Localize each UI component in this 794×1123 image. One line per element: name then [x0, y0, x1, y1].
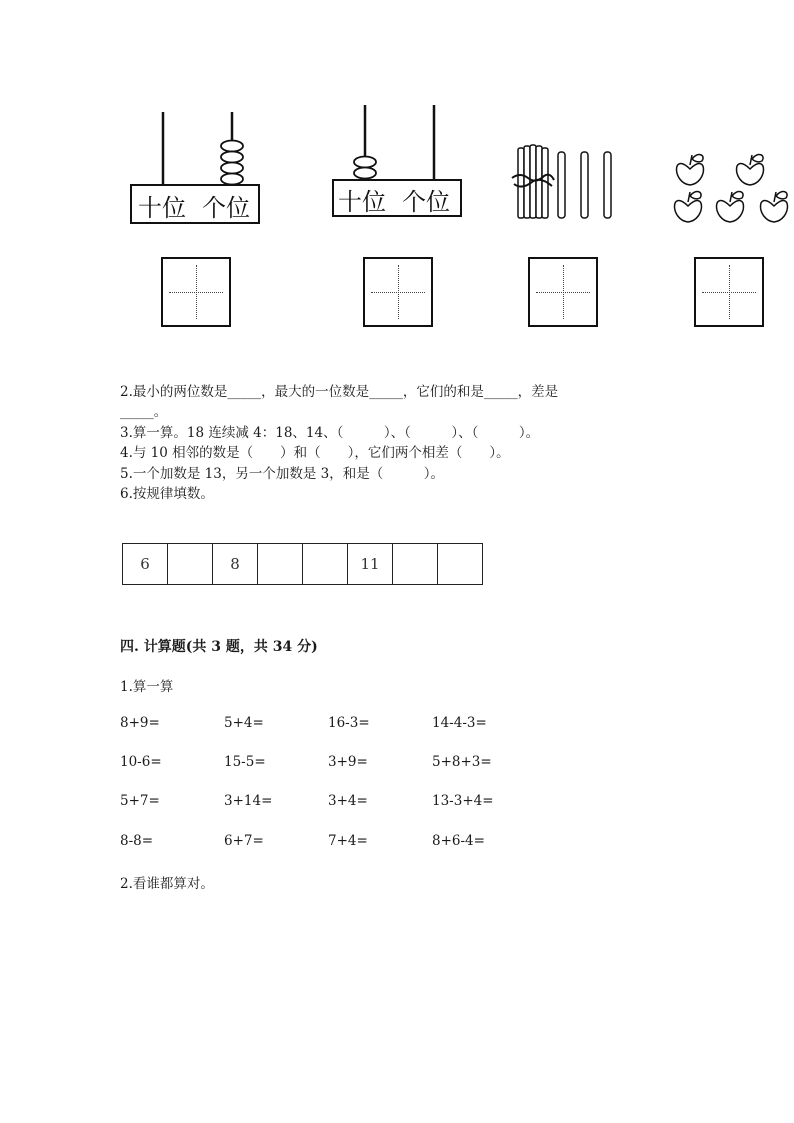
- calc-item: 5+7=: [120, 793, 160, 809]
- section-4-title: 四. 计算题(共 3 题，共 34 分): [120, 639, 318, 655]
- abacus-label-ones: 个位: [402, 188, 450, 216]
- sequence-cell[interactable]: [303, 544, 348, 584]
- sequence-cell: 8: [213, 544, 258, 584]
- abacus-label-ones: 个位: [202, 194, 250, 222]
- sequence-cell: 6: [123, 544, 168, 584]
- sequence-table: [122, 543, 483, 585]
- sequence-cell: 11: [348, 544, 393, 584]
- sequence-cell[interactable]: [438, 544, 483, 584]
- answer-box-4[interactable]: [694, 257, 764, 327]
- answer-box-2[interactable]: [363, 257, 433, 327]
- calc-item: 7+4=: [328, 833, 368, 849]
- abacus-picture-2: [330, 100, 466, 230]
- abacus-label-tens: 十位: [338, 188, 386, 216]
- calc-item: 5+4=: [224, 715, 264, 731]
- answer-box-3[interactable]: [528, 257, 598, 327]
- subquestion-2: 2.看谁都算对。: [120, 876, 214, 892]
- question-5: 5.一个加数是 13，另一个加数是 3，和是（ ）。: [120, 466, 444, 482]
- question-3: 3.算一算。18 连续减 4：18、14、（ ）、（ ）、（ ）。: [120, 425, 540, 441]
- sequence-cell[interactable]: [168, 544, 213, 584]
- calc-item: 16-3=: [328, 715, 370, 731]
- question-2-continued: _____。: [120, 404, 168, 420]
- calc-item: 14-4-3=: [432, 715, 487, 731]
- sticks-bundle-picture: [506, 100, 616, 230]
- subquestion-1: 1.算一算: [120, 679, 174, 695]
- question-6: 6.按规律填数。: [120, 486, 214, 502]
- abacus-label-tens: 十位: [138, 194, 186, 222]
- calc-item: 6+7=: [224, 833, 264, 849]
- calc-item: 10-6=: [120, 754, 162, 770]
- abacus-picture-1: [128, 100, 264, 230]
- question-4: 4.与 10 相邻的数是（ ）和（ ），它们两个相差（ ）。: [120, 445, 510, 461]
- calc-item: 8-8=: [120, 833, 154, 849]
- question-2: 2.最小的两位数是_____，最大的一位数是_____，它们的和是_____，差是: [120, 384, 559, 400]
- apples-picture: [668, 100, 794, 230]
- answer-box-1[interactable]: [161, 257, 231, 327]
- calc-item: 15-5=: [224, 754, 266, 770]
- calc-item: 8+6-4=: [432, 833, 485, 849]
- calc-item: 5+8+3=: [432, 754, 492, 770]
- sequence-cell[interactable]: [393, 544, 438, 584]
- calc-item: 3+9=: [328, 754, 368, 770]
- calc-item: 8+9=: [120, 715, 160, 731]
- calc-item: 3+4=: [328, 793, 368, 809]
- calc-item: 3+14=: [224, 793, 273, 809]
- calc-item: 13-3+4=: [432, 793, 494, 809]
- sequence-cell[interactable]: [258, 544, 303, 584]
